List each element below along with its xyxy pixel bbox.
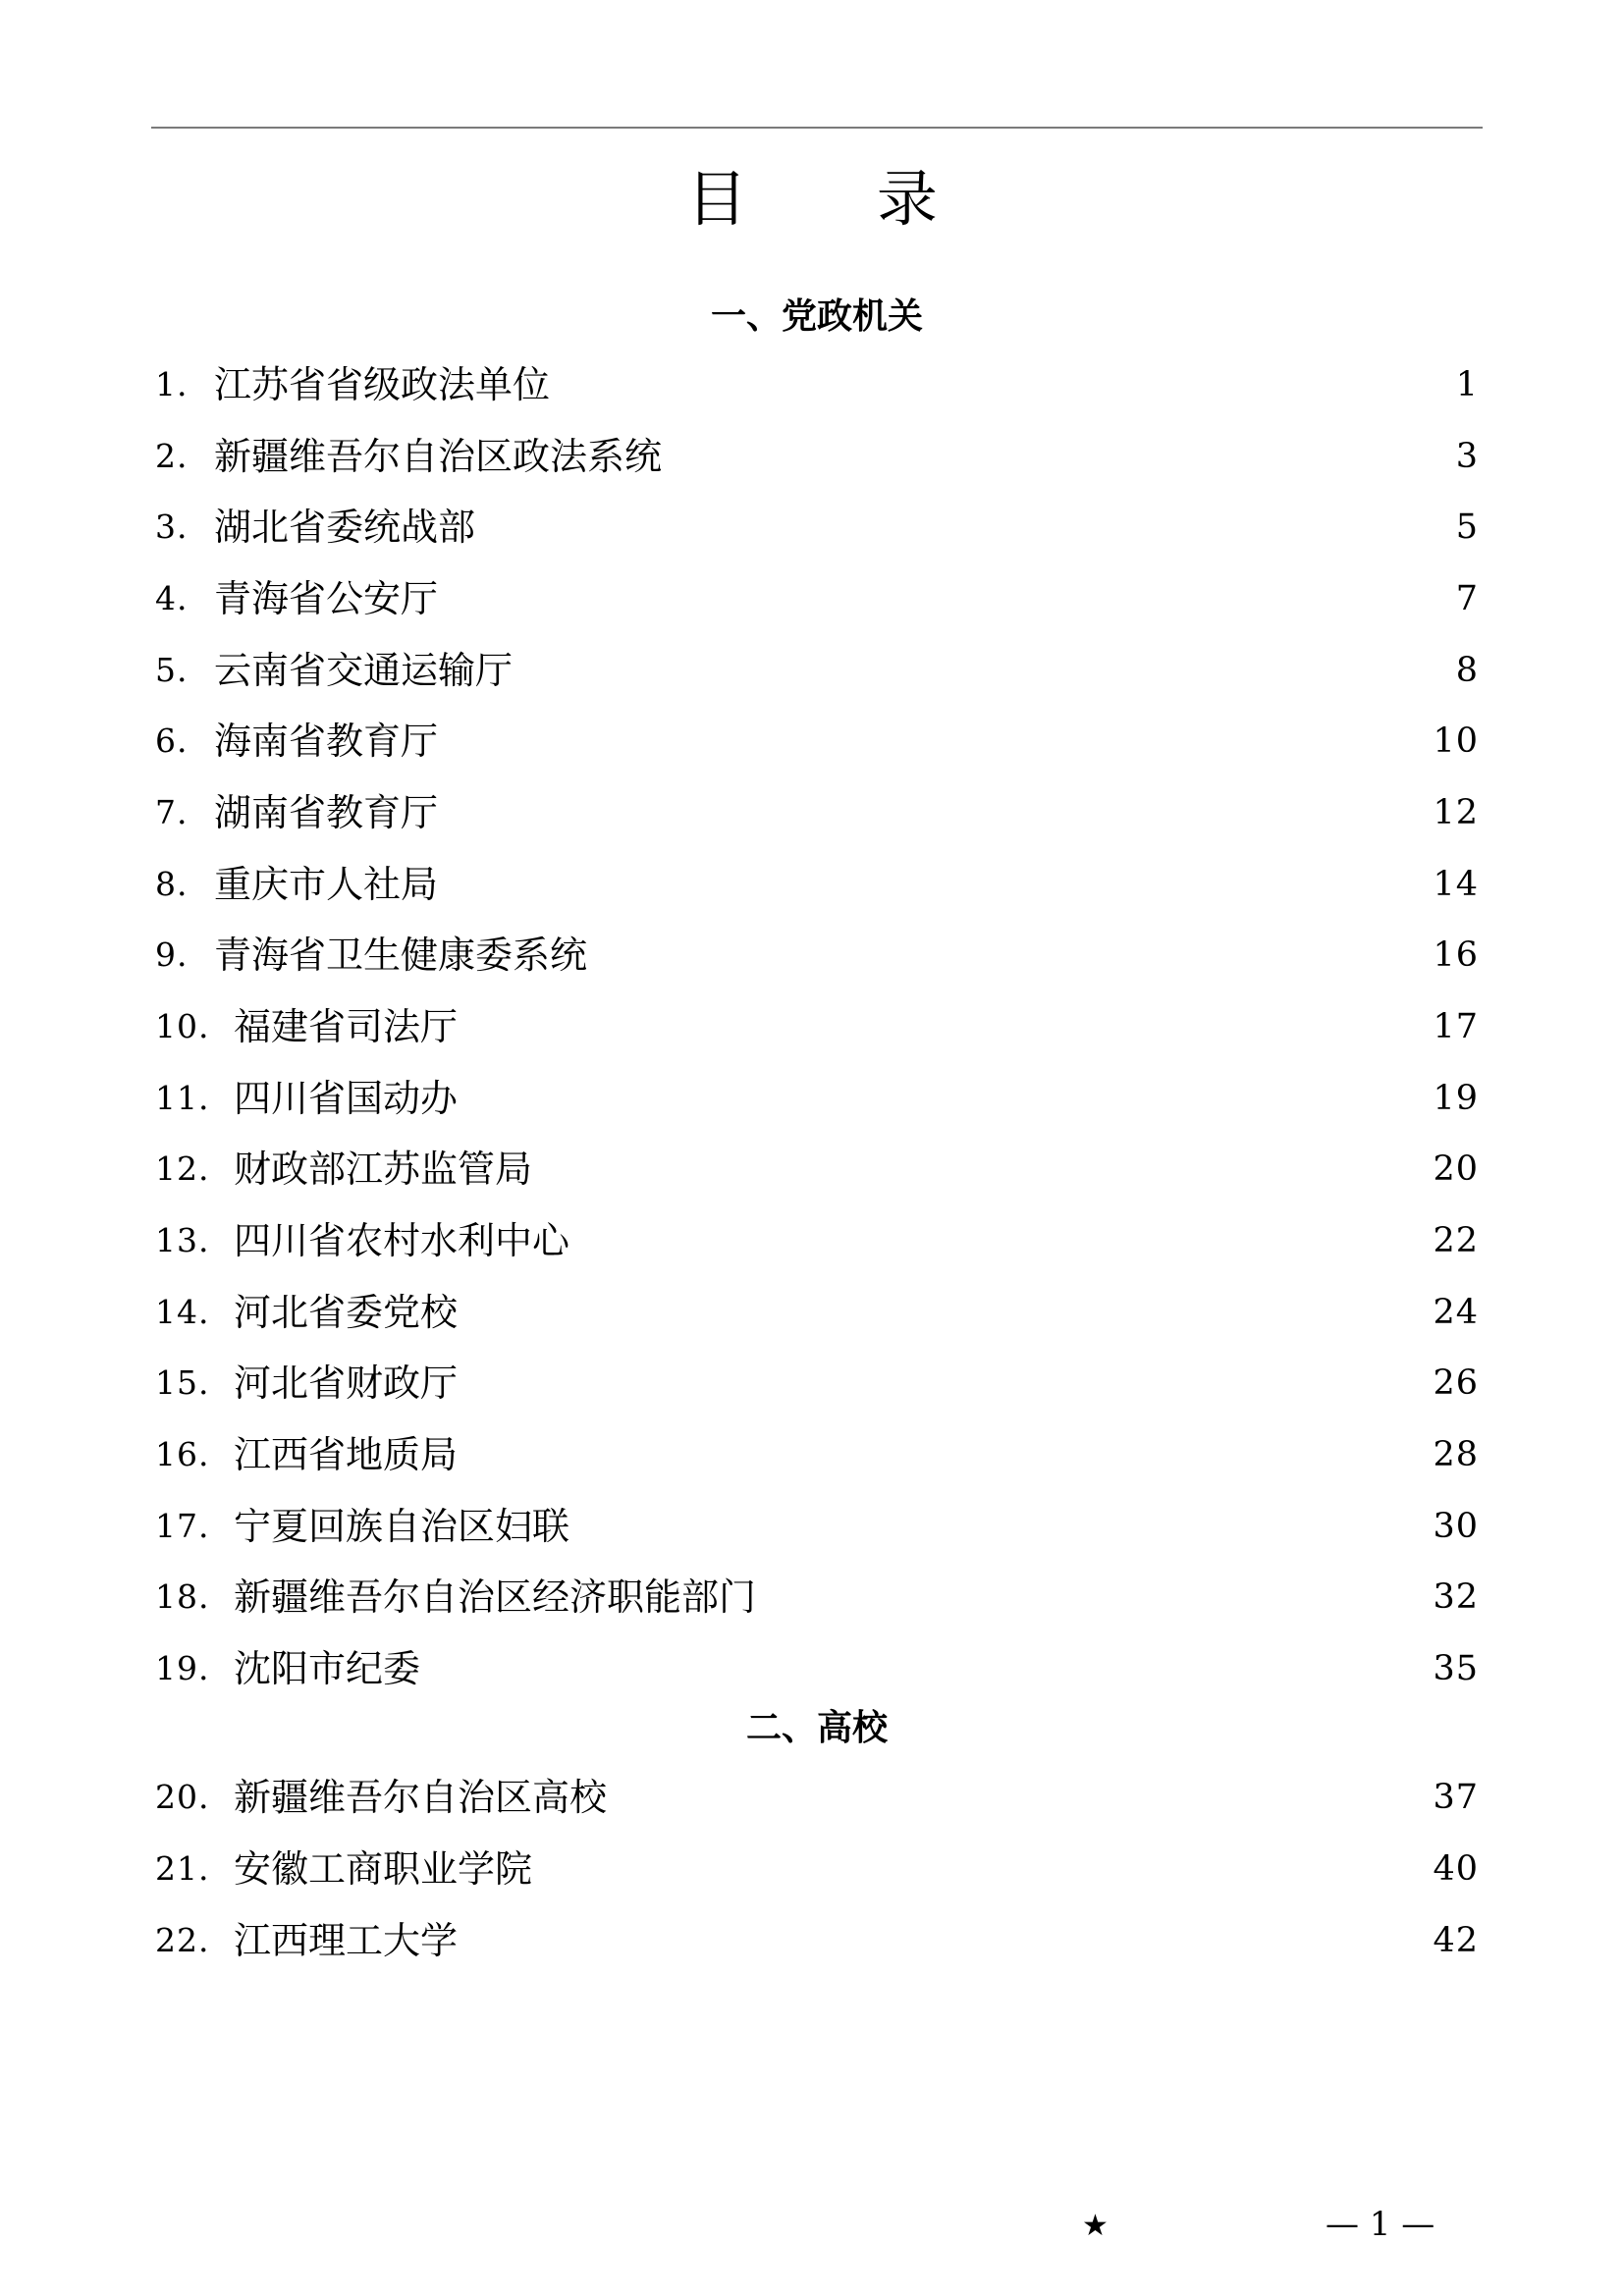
toc-entry-label: 福建省司法厅 (234, 1005, 459, 1048)
toc-entry[interactable] (155, 1427, 1479, 1482)
toc-entry[interactable] (155, 1213, 1479, 1268)
toc-entry-number: 22. (155, 1921, 210, 1959)
star-icon: ★ (1082, 2209, 1109, 2243)
toc-entry-label: 云南省交通运输厅 (214, 649, 514, 692)
toc-entry[interactable] (155, 928, 1479, 983)
toc-entry-number: 12. (155, 1149, 210, 1188)
toc-entry-label: 四川省国动办 (234, 1077, 459, 1120)
toc-entry-label: 江西省地质局 (234, 1433, 459, 1476)
toc-entry-label: 江西理工大学 (234, 1919, 459, 1962)
toc-entry[interactable] (155, 857, 1479, 912)
toc-entry-label: 河北省财政厅 (234, 1362, 459, 1405)
toc-entry-label: 新疆维吾尔自治区高校 (234, 1776, 608, 1819)
toc-entry-number: 15. (155, 1363, 210, 1402)
toc-entry-number: 16. (155, 1435, 210, 1473)
toc-entry-number: 1. (155, 365, 189, 403)
toc-entry-number: 4. (155, 579, 189, 617)
section-heading-party-government: 一、党政机关 (710, 296, 923, 337)
toc-entry-label: 海南省教育厅 (214, 720, 439, 763)
toc-entry[interactable] (155, 571, 1479, 626)
toc-entry-page: 17 (1433, 1007, 1479, 1046)
toc-entry-page: 14 (1433, 865, 1479, 904)
toc-entry-number: 17. (155, 1507, 210, 1545)
toc-entry-page: 10 (1433, 721, 1479, 761)
toc-entry[interactable] (155, 357, 1479, 412)
toc-entry-page: 26 (1433, 1363, 1479, 1403)
toc-entry[interactable] (155, 1285, 1479, 1340)
toc-entry-page: 22 (1433, 1221, 1479, 1260)
toc-entry-number: 5. (155, 651, 189, 689)
toc-entry[interactable] (155, 1842, 1479, 1896)
toc-entry-label: 湖南省教育厅 (214, 791, 439, 834)
toc-entry-page: 30 (1433, 1507, 1479, 1546)
toc-entry[interactable] (155, 1356, 1479, 1411)
toc-entry[interactable] (155, 1071, 1479, 1126)
toc-entry-page: 42 (1433, 1921, 1479, 1960)
toc-entry-label: 青海省公安厅 (214, 577, 439, 620)
toc-entry[interactable] (155, 785, 1479, 840)
toc-entry[interactable] (155, 429, 1479, 484)
toc-entry-label: 沈阳市纪委 (234, 1647, 421, 1690)
toc-entry[interactable] (155, 1499, 1479, 1554)
toc-entry-number: 19. (155, 1649, 210, 1687)
toc-entry-number: 9. (155, 935, 189, 974)
toc-entry-page: 1 (1455, 365, 1479, 404)
toc-entry-number: 14. (155, 1293, 210, 1331)
toc-entry[interactable] (155, 1770, 1479, 1825)
toc-entry[interactable] (155, 500, 1479, 555)
toc-entry-page: 20 (1433, 1149, 1479, 1189)
toc-entry-page: 8 (1455, 651, 1479, 690)
toc-entry-label: 宁夏回族自治区妇联 (234, 1505, 570, 1548)
toc-entry-page: 16 (1433, 935, 1479, 975)
toc-entry-number: 20. (155, 1778, 210, 1816)
toc-entry-page: 37 (1433, 1778, 1479, 1817)
toc-entry[interactable] (155, 1913, 1479, 1968)
toc-entry-label: 河北省委党校 (234, 1291, 459, 1334)
toc-entry-page: 3 (1455, 437, 1479, 476)
toc-entry-number: 6. (155, 721, 189, 760)
toc-entry-page: 35 (1433, 1649, 1479, 1688)
toc-entry-number: 13. (155, 1221, 210, 1259)
toc-entry-label: 新疆维吾尔自治区经济职能部门 (234, 1575, 757, 1619)
toc-entry-number: 2. (155, 437, 189, 475)
toc-entry-number: 18. (155, 1577, 210, 1616)
toc-entry-page: 28 (1433, 1435, 1479, 1474)
section-heading-universities: 二、高校 (745, 1708, 888, 1748)
toc-entry-label: 四川省农村水利中心 (234, 1219, 570, 1262)
toc-entry-label: 重庆市人社局 (214, 863, 439, 906)
page-number: — 1 — (1326, 2205, 1435, 2244)
toc-entry[interactable] (155, 1142, 1479, 1197)
toc-entry-page: 24 (1433, 1293, 1479, 1332)
toc-entry-page: 32 (1433, 1577, 1479, 1617)
page-title: 目 录 (686, 163, 993, 235)
toc-entry-label: 青海省卫生健康委系统 (214, 934, 588, 977)
toc-entry-number: 8. (155, 865, 189, 903)
toc-entry-number: 11. (155, 1079, 210, 1117)
toc-entry[interactable] (155, 643, 1479, 698)
toc-entry-number: 3. (155, 507, 189, 546)
toc-entry-page: 5 (1455, 507, 1479, 547)
header-rule (151, 127, 1483, 129)
toc-entry-label: 财政部江苏监管局 (234, 1148, 533, 1191)
toc-entry-label: 湖北省委统战部 (214, 506, 476, 549)
toc-entry-label: 安徽工商职业学院 (234, 1847, 533, 1891)
toc-entry-page: 12 (1433, 793, 1479, 832)
toc-entry[interactable] (155, 999, 1479, 1054)
toc-entry[interactable] (155, 1570, 1479, 1625)
toc-entry-number: 7. (155, 793, 189, 831)
toc-entry-page: 7 (1455, 579, 1479, 618)
toc-entry-label: 江苏省省级政法单位 (214, 363, 551, 406)
toc-entry-page: 40 (1433, 1849, 1479, 1889)
toc-entry-label: 新疆维吾尔自治区政法系统 (214, 435, 663, 478)
toc-entry-page: 19 (1433, 1079, 1479, 1118)
toc-entry-number: 10. (155, 1007, 210, 1045)
toc-entry[interactable] (155, 714, 1479, 769)
toc-entry-number: 21. (155, 1849, 210, 1888)
toc-entry[interactable] (155, 1641, 1479, 1696)
